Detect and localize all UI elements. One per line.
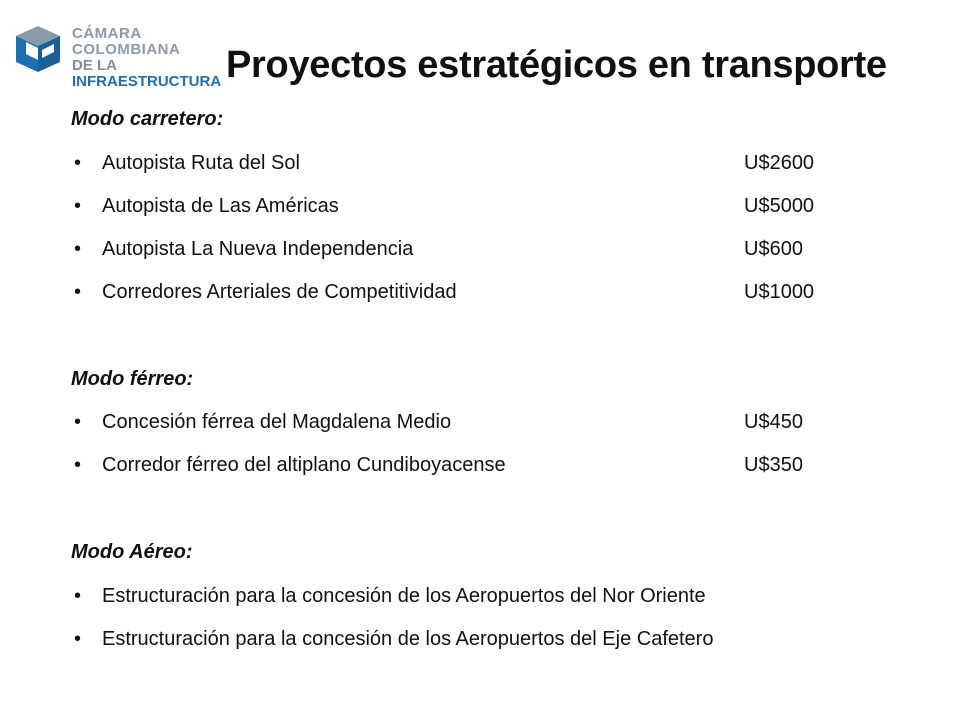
item-label: Autopista de Las Américas	[102, 195, 339, 217]
item-amount: U$5000	[744, 195, 815, 217]
bullet-icon: •	[74, 411, 82, 433]
bullet-icon: •	[74, 628, 82, 650]
section-heading-aereo: Modo Aéreo:	[71, 541, 193, 563]
logo-line-2-prefix: DE LA	[72, 57, 117, 74]
bullet-icon: •	[74, 585, 82, 607]
item-amount: U$350	[744, 454, 803, 476]
bullet-icon: •	[74, 152, 82, 174]
bullet-icon: •	[74, 195, 82, 217]
page-title: Proyectos estratégicos en transporte	[226, 44, 887, 86]
item-label: Corredores Arteriales de Competitividad	[102, 281, 457, 303]
bullet-icon: •	[74, 281, 82, 303]
item-amount: U$600	[744, 238, 803, 260]
item-label: Autopista La Nueva Independencia	[102, 238, 414, 260]
item-amount: U$2600	[744, 152, 815, 174]
item-label: Autopista Ruta del Sol	[102, 152, 300, 174]
logo-line-2	[72, 58, 222, 90]
item-label: Concesión férrea del Magdalena Medio	[102, 411, 452, 433]
logo	[12, 18, 222, 90]
item-amount: U$1000	[744, 281, 815, 303]
logo-cube-icon	[12, 22, 66, 76]
item-amount: U$450	[744, 411, 803, 433]
bullet-icon: •	[74, 238, 82, 260]
logo-line-1: CÁMARA COLOMBIANA	[72, 25, 181, 58]
item-label: Estructuración para la concesión de los Aeropuertos del Nor Oriente	[102, 585, 706, 607]
bullet-icon: •	[74, 454, 82, 476]
item-label: Corredor férreo del altiplano Cundiboyacense	[102, 454, 506, 476]
section-heading-ferreo: Modo férreo:	[71, 368, 194, 390]
section-heading-carretero: Modo carretero:	[71, 108, 224, 130]
item-label: Estructuración para la concesión de los Aeropuertos del Eje Cafetero	[102, 628, 714, 650]
logo-line-2-accent: INFRAESTRUCTURA	[72, 73, 222, 90]
logo-text	[72, 26, 222, 90]
